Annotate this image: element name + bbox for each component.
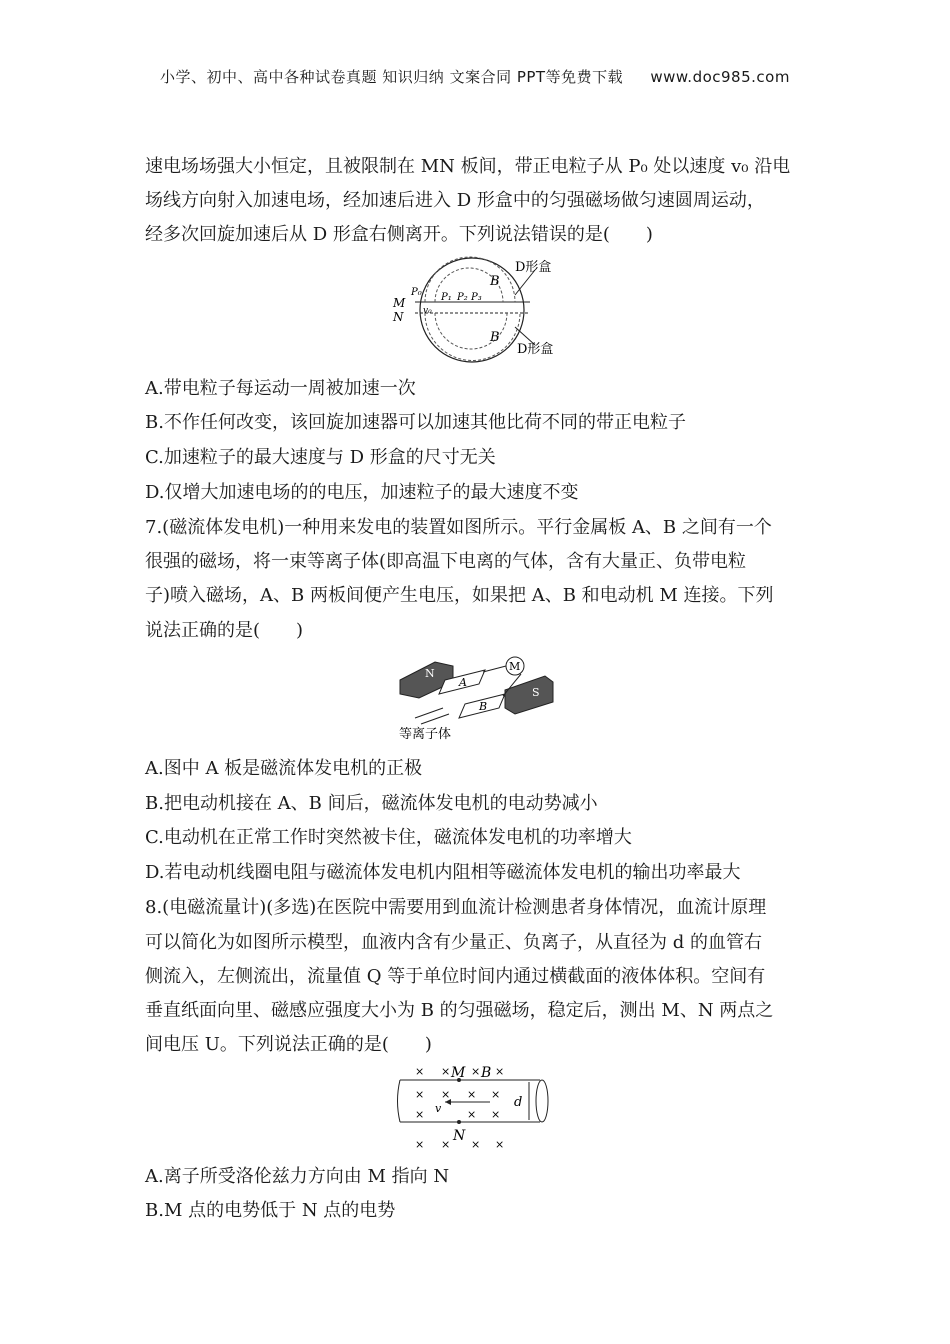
- mhd-generator-figure: [395, 652, 565, 744]
- field-cross: ×: [441, 1138, 451, 1151]
- b-label-top: B: [490, 274, 500, 289]
- p3-label: P₃: [471, 292, 482, 303]
- n-label: N: [453, 1128, 466, 1144]
- q7-option-d: D.若电动机线圈电阻与磁流体发电机内阻相等磁流体发电机的输出功率最大: [145, 862, 741, 883]
- q7-line-4: 说法正确的是( ): [145, 620, 304, 641]
- field-cross: ×: [441, 1065, 451, 1078]
- field-cross: ×: [415, 1088, 425, 1101]
- field-cross: ×: [467, 1088, 477, 1101]
- p1-label: P₁: [441, 292, 452, 303]
- field-cross: ×: [415, 1138, 425, 1151]
- b-label: B: [481, 1065, 492, 1081]
- plate-b-label: B: [479, 700, 488, 713]
- m-label: M: [451, 1065, 466, 1081]
- page-header: [0, 66, 950, 87]
- q8-option-b: B.M 点的电势低于 N 点的电势: [145, 1200, 396, 1221]
- q8-line-3: 侧流入，左侧流出，流量值 Q 等于单位时间内通过横截面的液体体积。空间有: [145, 966, 766, 987]
- d-box-label-bottom: D形盒: [517, 342, 554, 357]
- field-cross: ×: [495, 1138, 505, 1151]
- magnet-n-label: N: [425, 667, 435, 680]
- q8-line-1: 8.(电磁流量计)(多选)在医院中需要用到血流计检测患者身体情况，血流计原理: [145, 897, 767, 918]
- p0-label: P₀: [411, 287, 422, 298]
- field-cross: ×: [495, 1065, 505, 1078]
- n-label: N: [393, 310, 404, 324]
- vessel-left-end: [398, 1080, 401, 1122]
- plate-a-label: A: [459, 676, 467, 689]
- q8-option-a: A.离子所受洛伦兹力方向由 M 指向 N: [145, 1166, 450, 1187]
- wire-a: [483, 666, 506, 672]
- p2-label: P₂: [457, 292, 468, 303]
- intro-line-2: 场线方向射入加速电场，经加速后进入 D 形盒中的匀强磁场做匀速圆周运动，: [145, 190, 765, 211]
- trajectory-top-1: [425, 257, 515, 302]
- cyclotron-figure: [385, 255, 575, 367]
- q7-line-2: 很强的磁场，将一束等离子体(即高温下电离的气体，含有大量正、负带电粒: [145, 551, 747, 572]
- magnet-s-label: S: [532, 686, 540, 699]
- field-cross: ×: [415, 1108, 425, 1121]
- field-cross: ×: [471, 1065, 481, 1078]
- magnet-s: [505, 676, 553, 714]
- q8-line-2: 可以简化为如图所示模型，血液内含有少量正、负离子，从直径为 d 的血管右: [145, 932, 762, 953]
- vessel-right-end: [536, 1080, 548, 1122]
- q7-option-b: B.把电动机接在 A、B 间后，磁流体发电机的电动势减小: [145, 793, 598, 814]
- trajectory-bottom-1: [425, 313, 520, 361]
- q7-option-c: C.电动机在正常工作时突然被卡住，磁流体发电机的功率增大: [145, 827, 632, 848]
- motor-label: M: [509, 660, 521, 673]
- q6-option-d: D.仅增大加速电场的的电压，加速粒子的最大速度不变: [145, 482, 579, 503]
- v0-label: v₀: [423, 306, 432, 316]
- b-label-bottom: B: [490, 330, 500, 345]
- field-cross: ×: [471, 1138, 481, 1151]
- flowmeter-figure: [395, 1060, 560, 1154]
- q8-line-4: 垂直纸面向里、磁感应强度大小为 B 的匀强磁场，稳定后，测出 M、N 两点之: [145, 1000, 774, 1021]
- field-cross: ×: [491, 1088, 501, 1101]
- plasma-label: 等离子体: [399, 727, 452, 742]
- plasma-arrow-1: [415, 708, 443, 718]
- d-label: d: [514, 1095, 523, 1110]
- q6-option-a: A.带电粒子每运动一周被加速一次: [145, 378, 416, 399]
- header-url: www.doc985.com: [650, 68, 790, 86]
- field-cross: ×: [415, 1065, 425, 1078]
- q7-line-1: 7.(磁流体发电机)一种用来发电的装置如图所示。平行金属板 A、B 之间有一个: [145, 517, 772, 538]
- plasma-arrow-2: [421, 714, 449, 724]
- q8-line-5: 间电压 U。下列说法正确的是( ): [145, 1034, 432, 1055]
- intro-line-3: 经多次回旋加速后从 D 形盒右侧离开。下列说法错误的是( ): [145, 224, 653, 245]
- field-cross: ×: [441, 1088, 451, 1101]
- q6-option-c: C.加速粒子的最大速度与 D 形盒的尺寸无关: [145, 447, 496, 468]
- m-label: M: [393, 296, 406, 310]
- q6-option-b: B.不作任何改变，该回旋加速器可以加速其他比荷不同的带正电粒子: [145, 412, 686, 433]
- intro-line-1: 速电场场强大小恒定，且被限制在 MN 板间，带正电粒子从 P₀ 处以速度 v₀ 沿电: [145, 156, 791, 177]
- v-label: v: [435, 1102, 442, 1115]
- field-cross: ×: [467, 1108, 477, 1121]
- q7-line-3: 子)喷入磁场，A、B 两板间便产生电压，如果把 A、B 和电动机 M 连接。下列: [145, 585, 774, 606]
- header-title: 小学、初中、高中各种试卷真题 知识归纳 文案合同 PPT等免费下载: [160, 68, 624, 86]
- field-cross: ×: [491, 1108, 501, 1121]
- d-box-label-top: D形盒: [515, 260, 552, 275]
- q7-option-a: A.图中 A 板是磁流体发电机的正极: [145, 758, 423, 779]
- n-point: [457, 1120, 461, 1124]
